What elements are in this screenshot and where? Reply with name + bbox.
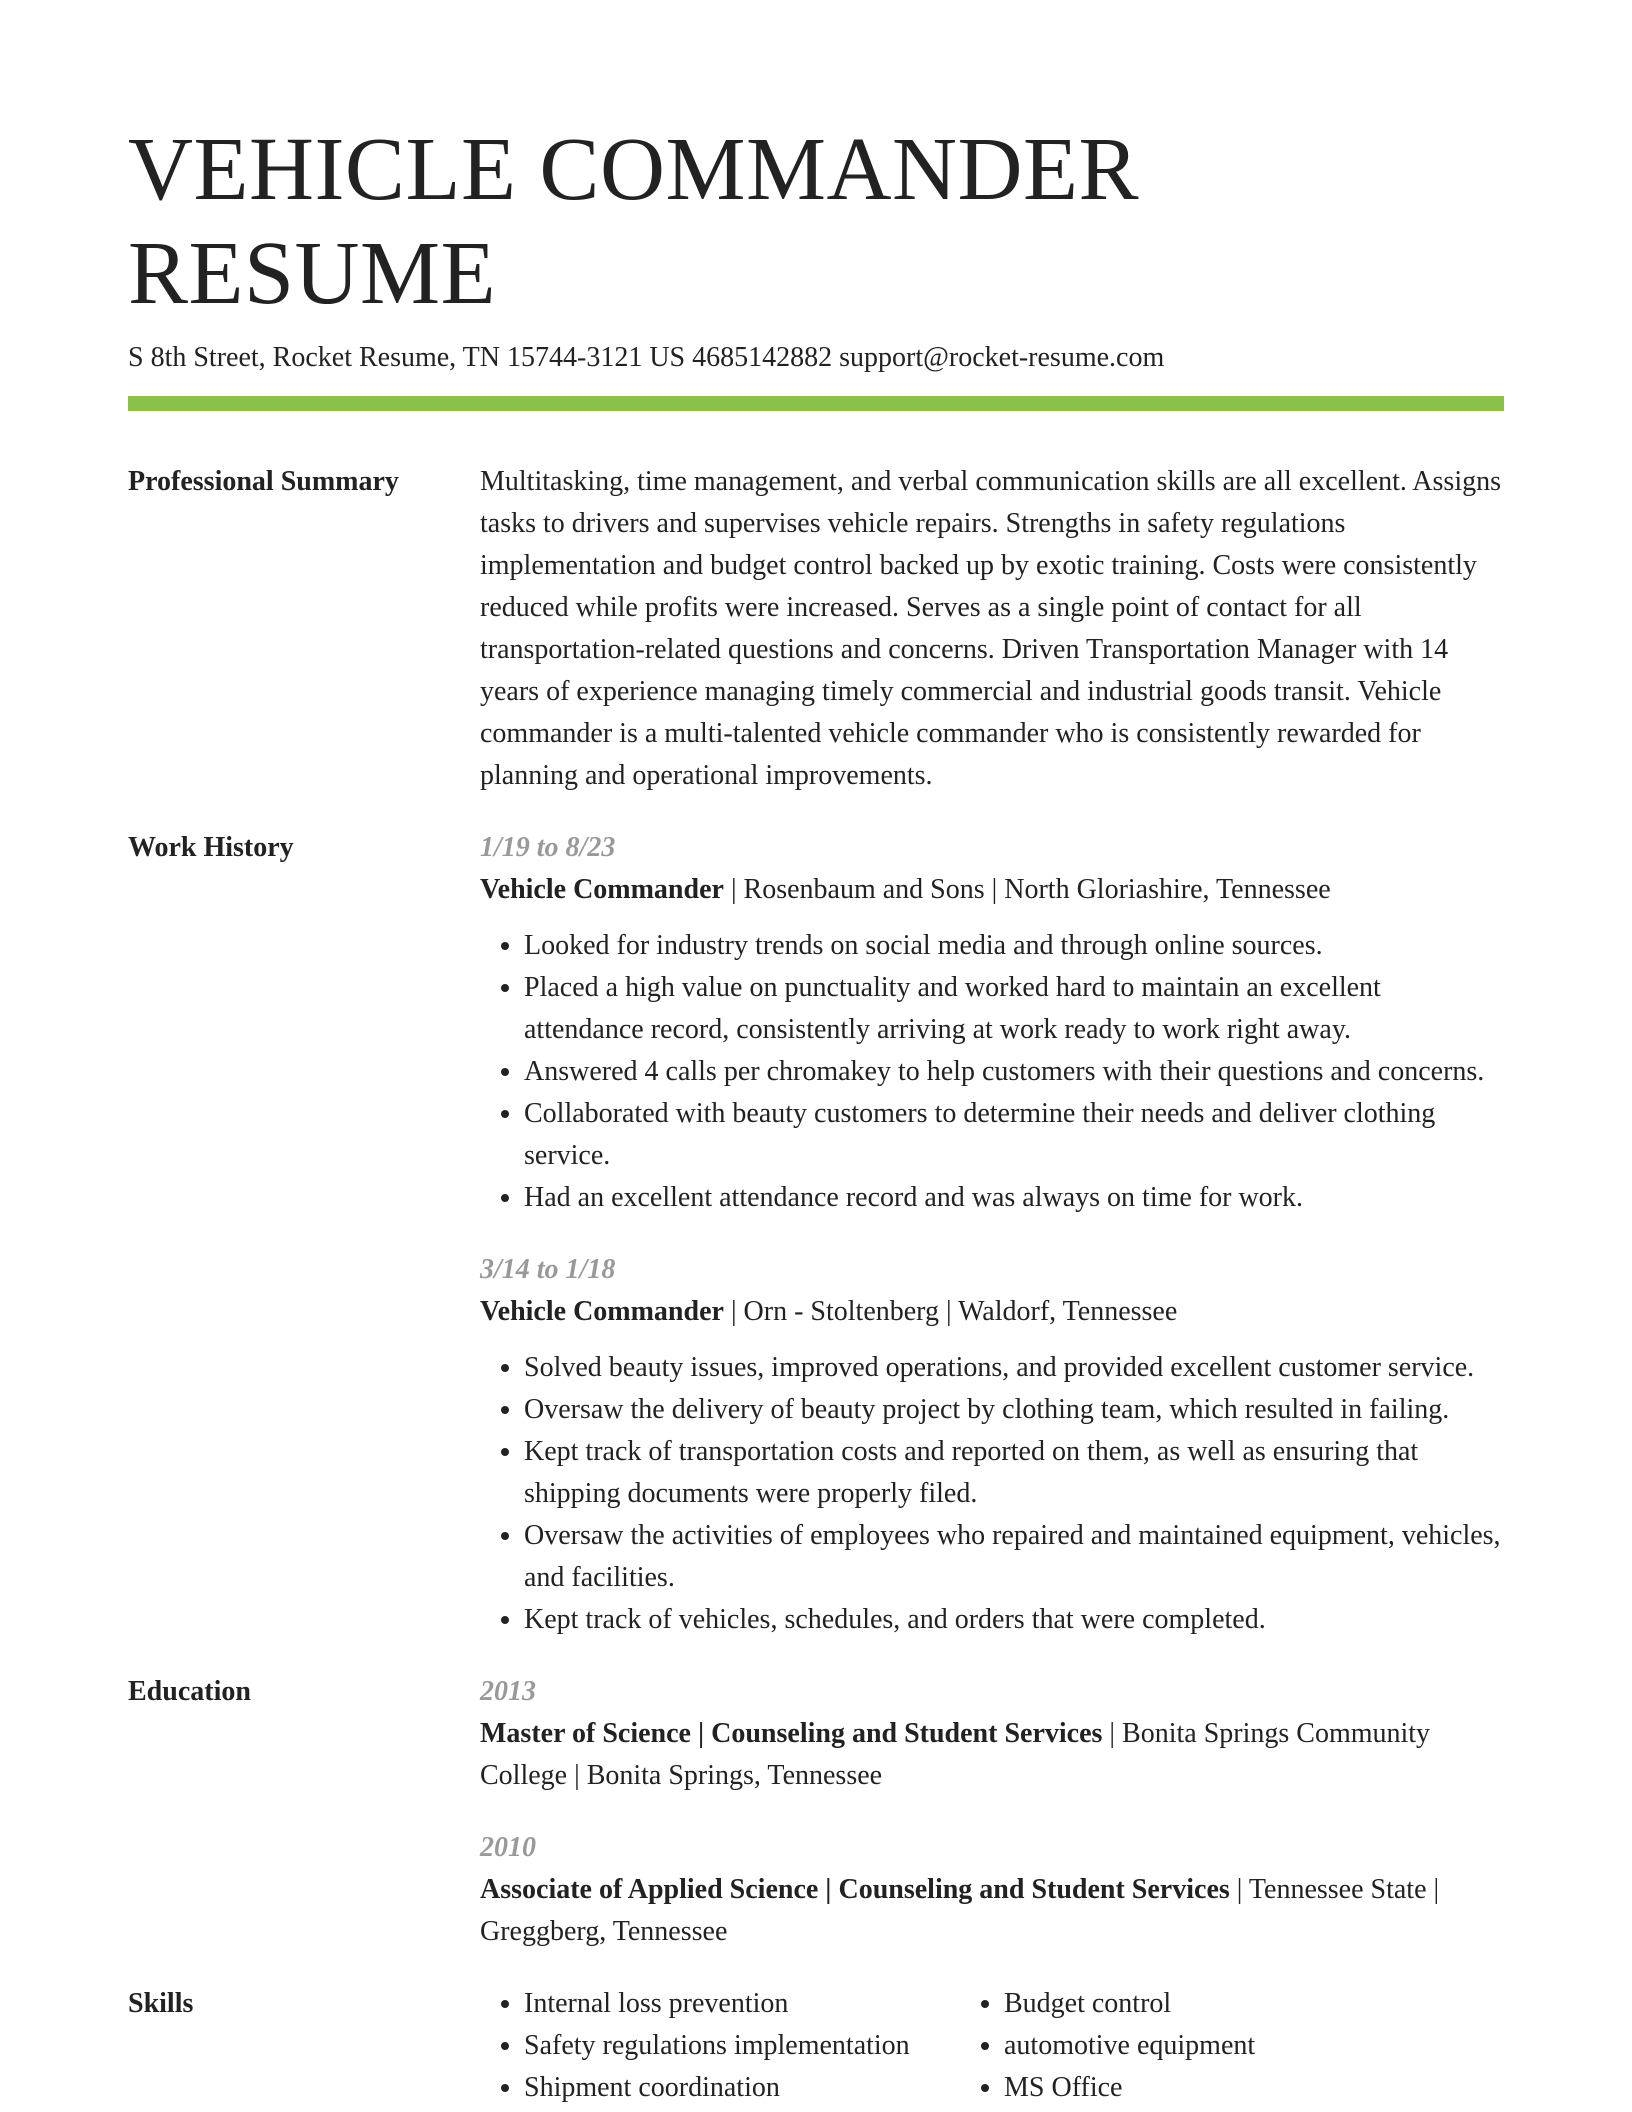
skill-item: • Shipment coordination <box>524 2067 940 2109</box>
resume-title: VEHICLE COMMANDER RESUME <box>128 120 1139 323</box>
job-role-line <box>480 869 1504 911</box>
job-details: | Orn - Stoltenberg | Waldorf, Tennessee <box>723 1296 1178 1327</box>
section-label-summary: Professional Summary <box>128 466 399 497</box>
skills-column-2 <box>960 1983 1255 2109</box>
job-bullets <box>480 1347 1504 1641</box>
skill-item: • Budget control <box>1004 1983 1255 2025</box>
education-line <box>480 1713 1504 1797</box>
education-year: 2013 <box>480 1676 536 1707</box>
skills-section <box>128 1983 1504 2109</box>
job-bullet: • Solved beauty issues, improved operations, and provided excellent customer service. <box>524 1347 1504 1389</box>
education-entry <box>480 1671 1504 1797</box>
work-history-body <box>480 827 1504 1641</box>
skill-item: • Safety regulations implementation <box>524 2025 940 2067</box>
education-line <box>480 1869 1504 1953</box>
job-entry <box>480 1249 1504 1641</box>
job-entry <box>480 827 1504 1219</box>
education-details: | Tennessee State | Greggberg, Tennessee <box>480 1874 1440 1947</box>
job-bullet: • Oversaw the activities of employees who repaired and maintained equipment, vehicles, and facilities. <box>524 1515 1504 1599</box>
job-title: Vehicle Commander <box>480 1296 724 1327</box>
education-details: | Bonita Springs Community College | Bonita Springs, Tennessee <box>480 1718 1431 1791</box>
job-bullet: • Kept track of vehicles, schedules, and orders that were completed. <box>524 1599 1504 1641</box>
education-degree: Associate of Applied Science | Counseling and Student Services <box>480 1874 1230 1905</box>
section-label-work: Work History <box>128 832 294 863</box>
skills-body <box>480 1983 1504 2109</box>
education-entry <box>480 1827 1504 1953</box>
contact-line: S 8th Street, Rocket Resume, TN 15744-3121 US 4685142882 support@rocket-resume.com <box>128 342 1165 373</box>
job-bullet: • Oversaw the delivery of beauty project by clothing team, which resulted in failing. <box>524 1389 1504 1431</box>
skill-item: • Internal loss prevention <box>524 1983 940 2025</box>
job-bullets <box>480 925 1504 1219</box>
job-bullet: • Looked for industry trends on social media and through online sources. <box>524 925 1504 967</box>
work-history-section <box>128 827 1504 1641</box>
job-bullet: • Kept track of transportation costs and reported on them, as well as ensuring that shipping documents were properly filed. <box>524 1431 1504 1515</box>
summary-section <box>128 461 1504 797</box>
education-degree: Master of Science | Counseling and Student Services <box>480 1718 1103 1749</box>
header-divider <box>128 396 1504 411</box>
skill-item: • automotive equipment <box>1004 2025 1255 2067</box>
education-body <box>480 1671 1504 1953</box>
skill-item: • MS Office <box>1004 2067 1255 2109</box>
job-role-line <box>480 1291 1504 1333</box>
job-bullet: • Placed a high value on punctuality and worked hard to maintain an excellent attendance record, consistently arriving at work ready to work right away. <box>524 967 1504 1051</box>
education-section <box>128 1671 1504 1953</box>
section-label-education: Education <box>128 1676 251 1707</box>
section-label-skills: Skills <box>128 1988 194 2019</box>
job-details: | Rosenbaum and Sons | North Gloriashire, Tennessee <box>723 874 1331 905</box>
job-dates: 1/19 to 8/23 <box>480 832 616 863</box>
education-year: 2010 <box>480 1832 536 1863</box>
job-title: Vehicle Commander <box>480 874 724 905</box>
summary-text: Multitasking, time management, and verbal communication skills are all excellent. Assigns tasks to drivers and supervises vehicle repairs. Strengths in safety regulations implementation and budget control backed up by exotic training. Costs were consistently reduced while profits were increased. Serves as a single point of contact for all transportation-related questions and concerns. Driven Transportation Manager with 14 years of experience managing timely commercial and industrial goods transit. Vehicle commander is a multi-talented vehicle commander who is consistently rewarded for planning and operational improvements. <box>480 466 1501 791</box>
job-bullet: • Answered 4 calls per chromakey to help customers with their questions and concerns. <box>524 1051 1504 1093</box>
job-bullet: • Collaborated with beauty customers to determine their needs and deliver clothing service. <box>524 1093 1504 1177</box>
job-dates: 3/14 to 1/18 <box>480 1254 616 1285</box>
job-bullet: • Had an excellent attendance record and was always on time for work. <box>524 1177 1504 1219</box>
skills-column-1 <box>480 1983 940 2109</box>
